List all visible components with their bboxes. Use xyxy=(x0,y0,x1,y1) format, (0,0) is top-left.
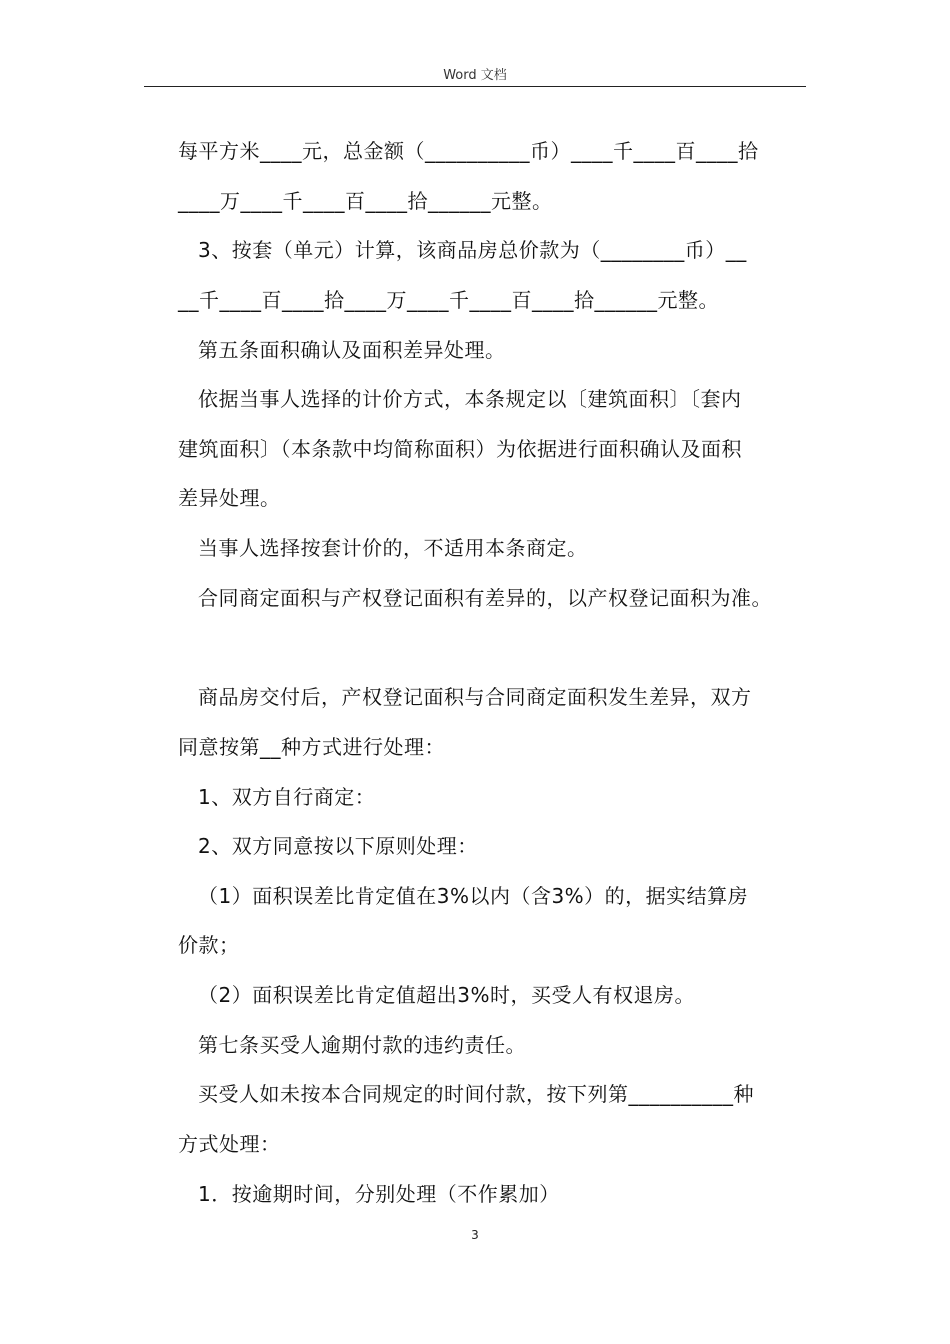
text-line: （1）面积误差比肯定值在3%以内（含3%）的，据实结算房 xyxy=(198,884,749,908)
text-line: 商品房交付后，产权登记面积与合同商定面积发生差异，双方 xyxy=(198,685,752,709)
text-line: 第七条买受人逾期付款的违约责任。 xyxy=(198,1033,526,1057)
text-line: 建筑面积〕（本条款中均简称面积）为依据进行面积确认及面积 xyxy=(178,437,742,461)
text-line: 当事人选择按套计价的，不适用本条商定。 xyxy=(198,536,588,560)
text-line: 1、双方自行商定： xyxy=(198,785,376,809)
text-line: 1．按逾期时间，分别处理（不作累加） xyxy=(198,1182,560,1206)
page-header-title: Word 文档 xyxy=(443,68,507,83)
text-line: 价款； xyxy=(178,933,240,957)
text-line: 每平方米____元，总金额（__________币）____千____百____拾 xyxy=(178,139,759,163)
text-line: ____万____千____百____拾______元整。 xyxy=(178,189,553,213)
header-divider xyxy=(144,86,806,87)
text-line: 买受人如未按本合同规定的时间付款，按下列第__________种 xyxy=(198,1082,754,1106)
text-line: 合同商定面积与产权登记面积有差异的，以产权登记面积为准。 xyxy=(198,586,772,610)
text-line: 差异处理。 xyxy=(178,486,281,510)
text-line: __千____百____拾____万____千____百____拾______元整。 xyxy=(178,288,719,312)
text-line: 3、按套（单元）计算，该商品房总价款为（________币）__ xyxy=(198,238,747,262)
text-line: 方式处理： xyxy=(178,1132,281,1156)
text-line: 依据当事人选择的计价方式，本条规定以〔建筑面积〕〔套内 xyxy=(198,387,742,411)
text-line: 同意按第__种方式进行处理： xyxy=(178,735,445,759)
page-number: 3 xyxy=(471,1228,479,1242)
text-line: 2、双方同意按以下原则处理： xyxy=(198,834,478,858)
text-line: （2）面积误差比肯定值超出3%时，买受人有权退房。 xyxy=(198,983,695,1007)
text-line: 第五条面积确认及面积差异处理。 xyxy=(198,338,506,362)
